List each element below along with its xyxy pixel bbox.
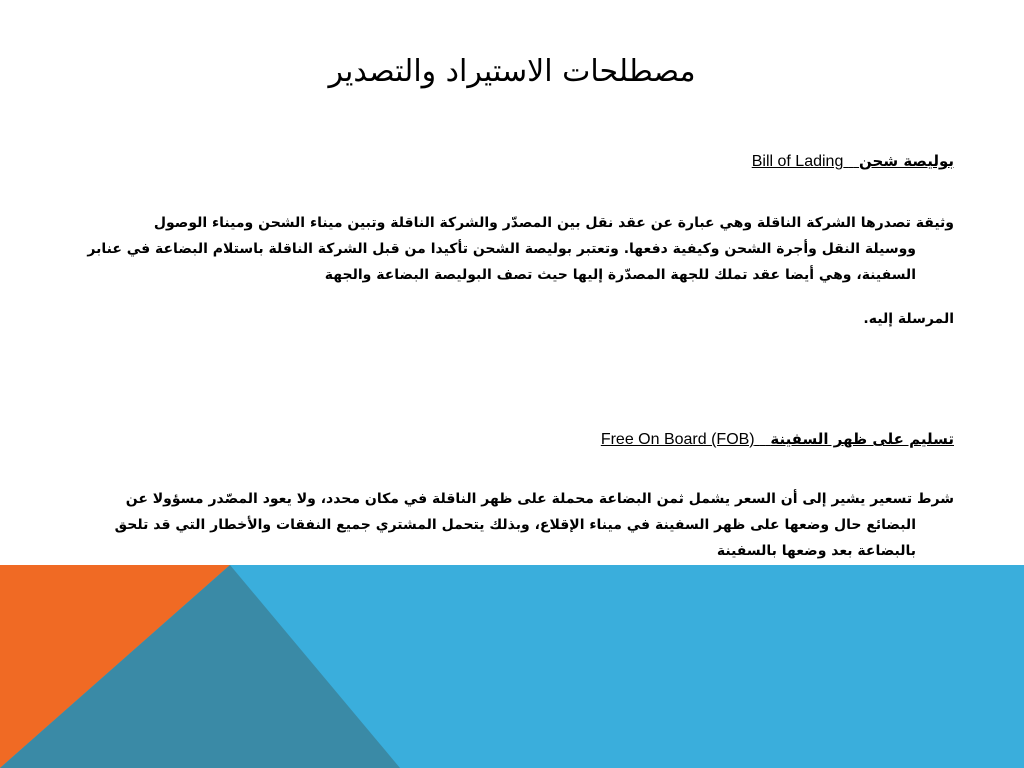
body-first-line: شرط تسعير يشير إلى أن السعر يشمل ثمن البضاعة محملة على ظهر الناقلة في مكان محدد، ولا يعود المصّدر مسؤولا عن [125, 491, 954, 507]
body-first-line: وثيقة تصدرها الشركة الناقلة وهي عبارة عن عقد نقل بين المصدّر والشركة الناقلة وتبين ميناء الشحن وميناء الوصول [153, 215, 954, 231]
slide-title: مصطلحات الاستيراد والتصدير [328, 54, 696, 89]
heading-arabic: بوليصة شحن [859, 152, 954, 170]
heading-arabic: تسليم على ظهر السفينة [770, 430, 954, 448]
heading-english: Free On Board (FOB) [600, 431, 755, 448]
section-heading-bill-of-lading [52, 148, 954, 174]
body-continuation: البضائع حال وضعها على ظهر السفينة في ميناء الإقلاع، وبذلك يتحمل المشتري جميع النفقات والأخطار التي قد تلحق بالبضاعة بعد وضعها بالسفينة [114, 517, 916, 559]
section-body-tail: المرسلة إليه. [863, 311, 954, 327]
decorative-bands [0, 565, 1024, 768]
section-body-bill-of-lading [52, 210, 954, 288]
section-body-fob [52, 486, 954, 564]
body-continuation: ووسيلة النقل وأجرة الشحن وكيفية دفعها. وتعتبر بوليصة الشحن تأكيدا من قبل الشركة الناقلة باستلام البضاعة في عنابر السفينة، وهي أيضا عقد تملك للجهة المصدّرة إليها حيث تصف البوليصة البضاعة والجهة [87, 241, 916, 283]
section-heading-fob [52, 426, 954, 452]
heading-english: Bill of Lading [751, 153, 844, 170]
